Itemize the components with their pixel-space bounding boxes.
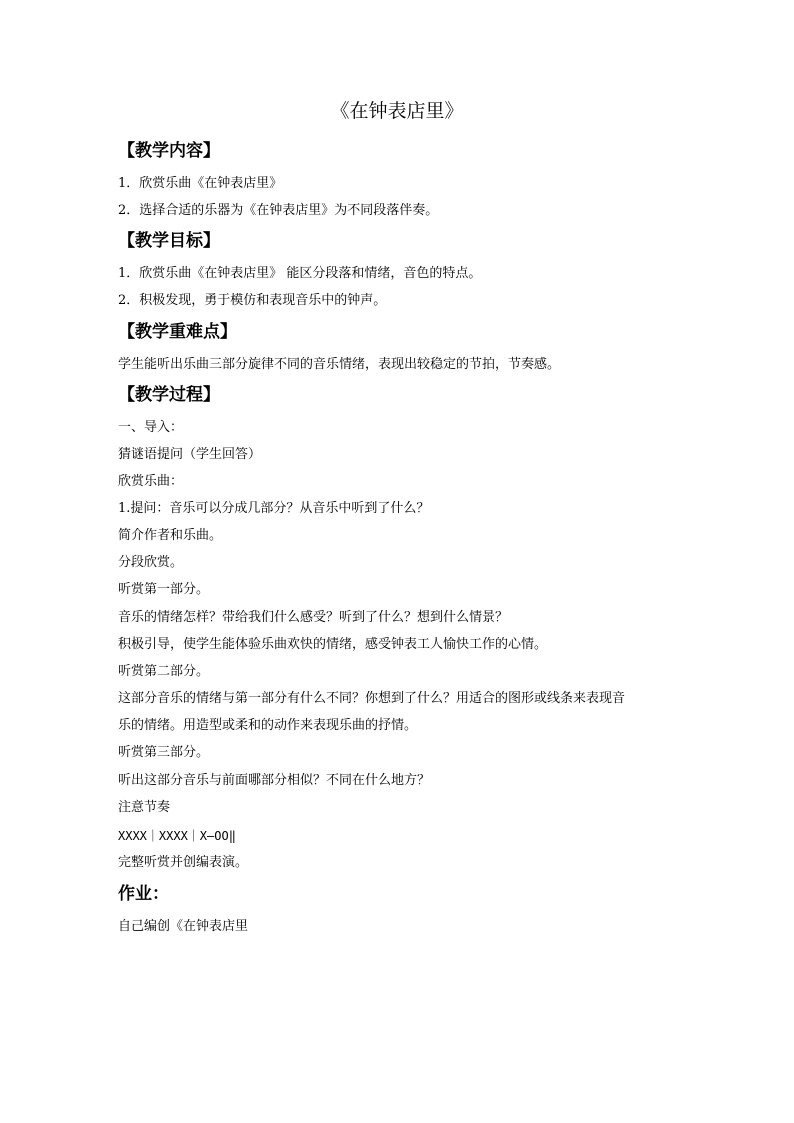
content-item-2: 2．选择合适的乐器为《在钟表店里》为不同段落伴奏。: [118, 203, 439, 218]
process-item-4: 1.提问：音乐可以分成几部分？从音乐中听到了什么？: [118, 501, 430, 516]
process-item-9: 积极引导，使学生能体验乐曲欢快的情绪，感受钟表工人愉快工作的心情。: [118, 637, 548, 652]
document-title: 《在钟表店里》: [330, 100, 464, 122]
process-item-15: 注意节奏: [118, 800, 171, 815]
process-item-12: 乐的情绪。用造型或柔和的动作来表现乐曲的抒情。: [118, 718, 418, 733]
section-heading-content: 【教学内容】: [118, 141, 220, 161]
rhythm-notation: XXXX｜XXXX｜X—OO‖: [118, 829, 236, 843]
section-heading-homework: 作业：: [118, 884, 169, 904]
process-item-7: 听赏第一部分。: [118, 582, 210, 597]
goals-item-2: 2．积极发现，勇于模仿和表现音乐中的钟声。: [118, 293, 387, 308]
process-item-8: 音乐的情绪怎样？带给我们什么感受？听到了什么？想到什么情景？: [118, 610, 509, 625]
process-item-10: 听赏第二部分。: [118, 664, 210, 679]
homework-item-1: 自己编创《在钟表店里: [118, 919, 249, 934]
process-item-14: 听出这部分音乐与前面哪部分相似？不同在什么地方？: [118, 773, 431, 788]
process-item-5: 简介作者和乐曲。: [118, 528, 223, 543]
process-item-6: 分段欣赏。: [118, 555, 184, 570]
process-item-17: 完整听赏并创编表演。: [118, 855, 249, 870]
process-item-13: 听赏第三部分。: [118, 745, 210, 760]
goals-item-1: 1．欣赏乐曲《在钟表店里》 能区分段落和情绪，音色的特点。: [118, 266, 482, 281]
process-item-2: 猜谜语提问（学生回答）: [118, 447, 262, 462]
process-item-3: 欣赏乐曲：: [118, 474, 184, 489]
process-item-11: 这部分音乐的情绪与第一部分有什么不同？你想到了什么？用适合的图形或线条来表现音: [118, 691, 626, 706]
section-heading-process: 【教学过程】: [118, 385, 220, 405]
content-item-1: 1．欣赏乐曲《在钟表店里》: [118, 176, 283, 191]
process-item-1: 一、导入：: [118, 420, 184, 435]
keypoints-item-1: 学生能听出乐曲三部分旋律不同的音乐情绪，表现出较稳定的节拍，节奏感。: [118, 357, 561, 372]
section-heading-keypoints: 【教学重难点】: [118, 322, 237, 342]
section-heading-goals: 【教学目标】: [118, 231, 220, 251]
